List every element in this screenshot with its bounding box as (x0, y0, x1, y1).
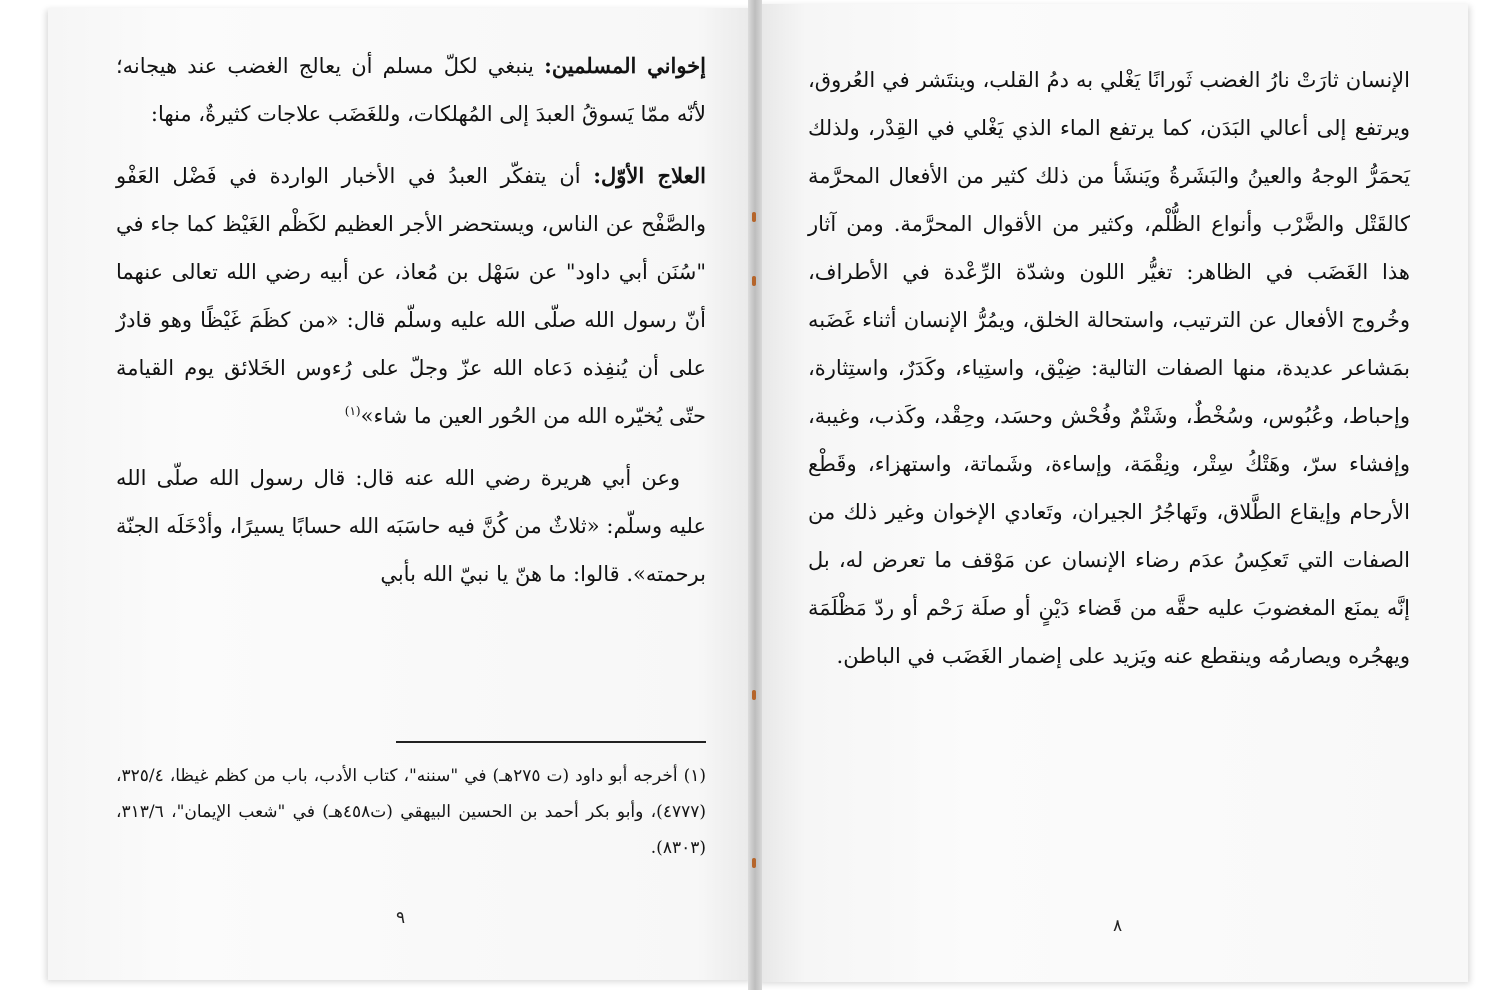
footnote-divider (396, 741, 706, 743)
left-paragraph-1 (116, 42, 706, 138)
left-paragraph-2 (116, 152, 706, 440)
right-paragraph: الإنسان ثارَتْ نارُ الغضب ثَورانًا يَغْلي به دمُ القلب، وينتَشر في العُروق، ويرتفع إلى أعالي البَدَن، كما يرتفع الماء الذي يَغْلي في القِدْر، ولذلك يَحمَرُّ الوجهُ والعينُ والبَشَرةُ ويَنشَأ من ذلك كثير من الأفعال المحرَّمة كالقَتْل والضَّرْب وأنواع الظُّلْم، وكثير من الأقوال المحرَّمة. ومن آثار هذا الغَضَب في الظاهر: تغيُّر اللون وشدّة الرِّعْدة في الأطراف، وخُروج الأفعال عن الترتيب، واستحالة الخلق، ويمُرُّ الإنسان أثناء غَضَبه بمَشاعر عديدة، منها الصفات التالية: ضِيْق، واستِياء، وكَدَرٌ، واستِثارة، وإحباط، وعُبُوس، وسُخْطٌ، وشَتْمٌ وفُحْش وحسَد، وحِقْد، وكَذب، وغيبة، وإفشاء سرّ، وهَتْكُ سِتْر، ونِقْمَة، وإساءة، وشَماتة، واستهزاء، وقَطْع الأرحام وإيقاع الطَّلاق، وتَهاجُرُ الجيران، وتَعادي الإخوان وغير ذلك من الصفات التي تَعكِسُ عدَم رضاء الإنسان عن مَوْقف ما تعرض له، بل إنَّه يمنَع المغضوبَ عليه حقَّه من قَضاء دَيْنٍ أو صلَة رَحْم أو ردّ مَظْلَمَة ويهجُره ويصارمُه وينقطع عنه ويَزيد على إضمار الغَضَب في الباطن. (808, 68, 1411, 668)
book-spine-gutter (748, 0, 762, 990)
paragraph-text: أن يتفكّر العبدُ في الأخبار الواردة في فَضْل العَفْو والصَّفْح عن الناس، ويستحضر الأجر العظيم لكَظْم الغَيْظ كما جاء في "سُنَن أبي داود" عن سَهْل بن مُعاذ، عن أبيه رضي الله تعالى عنهما أنّ رسول الله صلّى الله عليه وسلّم قال: «من كظَمَ غَيْظًا وهو قادرٌ على أن يُنفِذه دَعاه الله عزّ وجلّ على رُءوس الخَلائق يوم القيامة حتّى يُخيّره الله من الحُور العين ما شاء» (116, 164, 706, 428)
footnote-reference: (١) (344, 404, 361, 418)
page-number-right: ٨ (1113, 916, 1123, 936)
paragraph-heading: إخواني المسلمين: (544, 53, 706, 78)
binding-stitch (752, 276, 756, 286)
binding-stitch (752, 858, 756, 868)
left-paragraph-3 (116, 454, 706, 598)
binding-stitch (752, 212, 756, 222)
footnote: (١) أخرجه أبو داود (ت ٢٧٥هـ) في "سننه"، كتاب الأدب، باب من كظم غيظا، ٣٢٥/٤، (٤٧٧٧)، وأبو بكر أحمد بن الحسين البيهقي (ت٤٥٨هـ) في "شعب الإيمان"، ٣١٣/٦، (٨٣٠٣). (116, 766, 706, 858)
left-page-body (116, 42, 706, 598)
binding-stitch (752, 690, 756, 700)
page-number-left: ٩ (396, 908, 406, 928)
paragraph-text: وعن أبي هريرة رضي الله عنه قال: قال رسول الله صلّى الله عليه وسلّم: «ثلاثٌ من كُنَّ فيه حاسَبَه الله حسابًا يسيرًا، وأدْخَلَه الجنّة برحمته». قالوا: ما هنّ يا نبيّ الله بأبي (116, 466, 706, 586)
paragraph-heading: العلاج الأوّل: (593, 163, 706, 188)
right-page-body (808, 56, 1410, 680)
right-page (756, 4, 1468, 982)
paragraph-text: ينبغي لكلّ مسلم أن يعالج الغضب عند هيجانه؛ لأنّه ممّا يَسوقُ العبدَ إلى المُهلكات، وللغَضَب علاجات كثيرةٌ، منها: (116, 54, 706, 126)
left-page (48, 8, 754, 980)
